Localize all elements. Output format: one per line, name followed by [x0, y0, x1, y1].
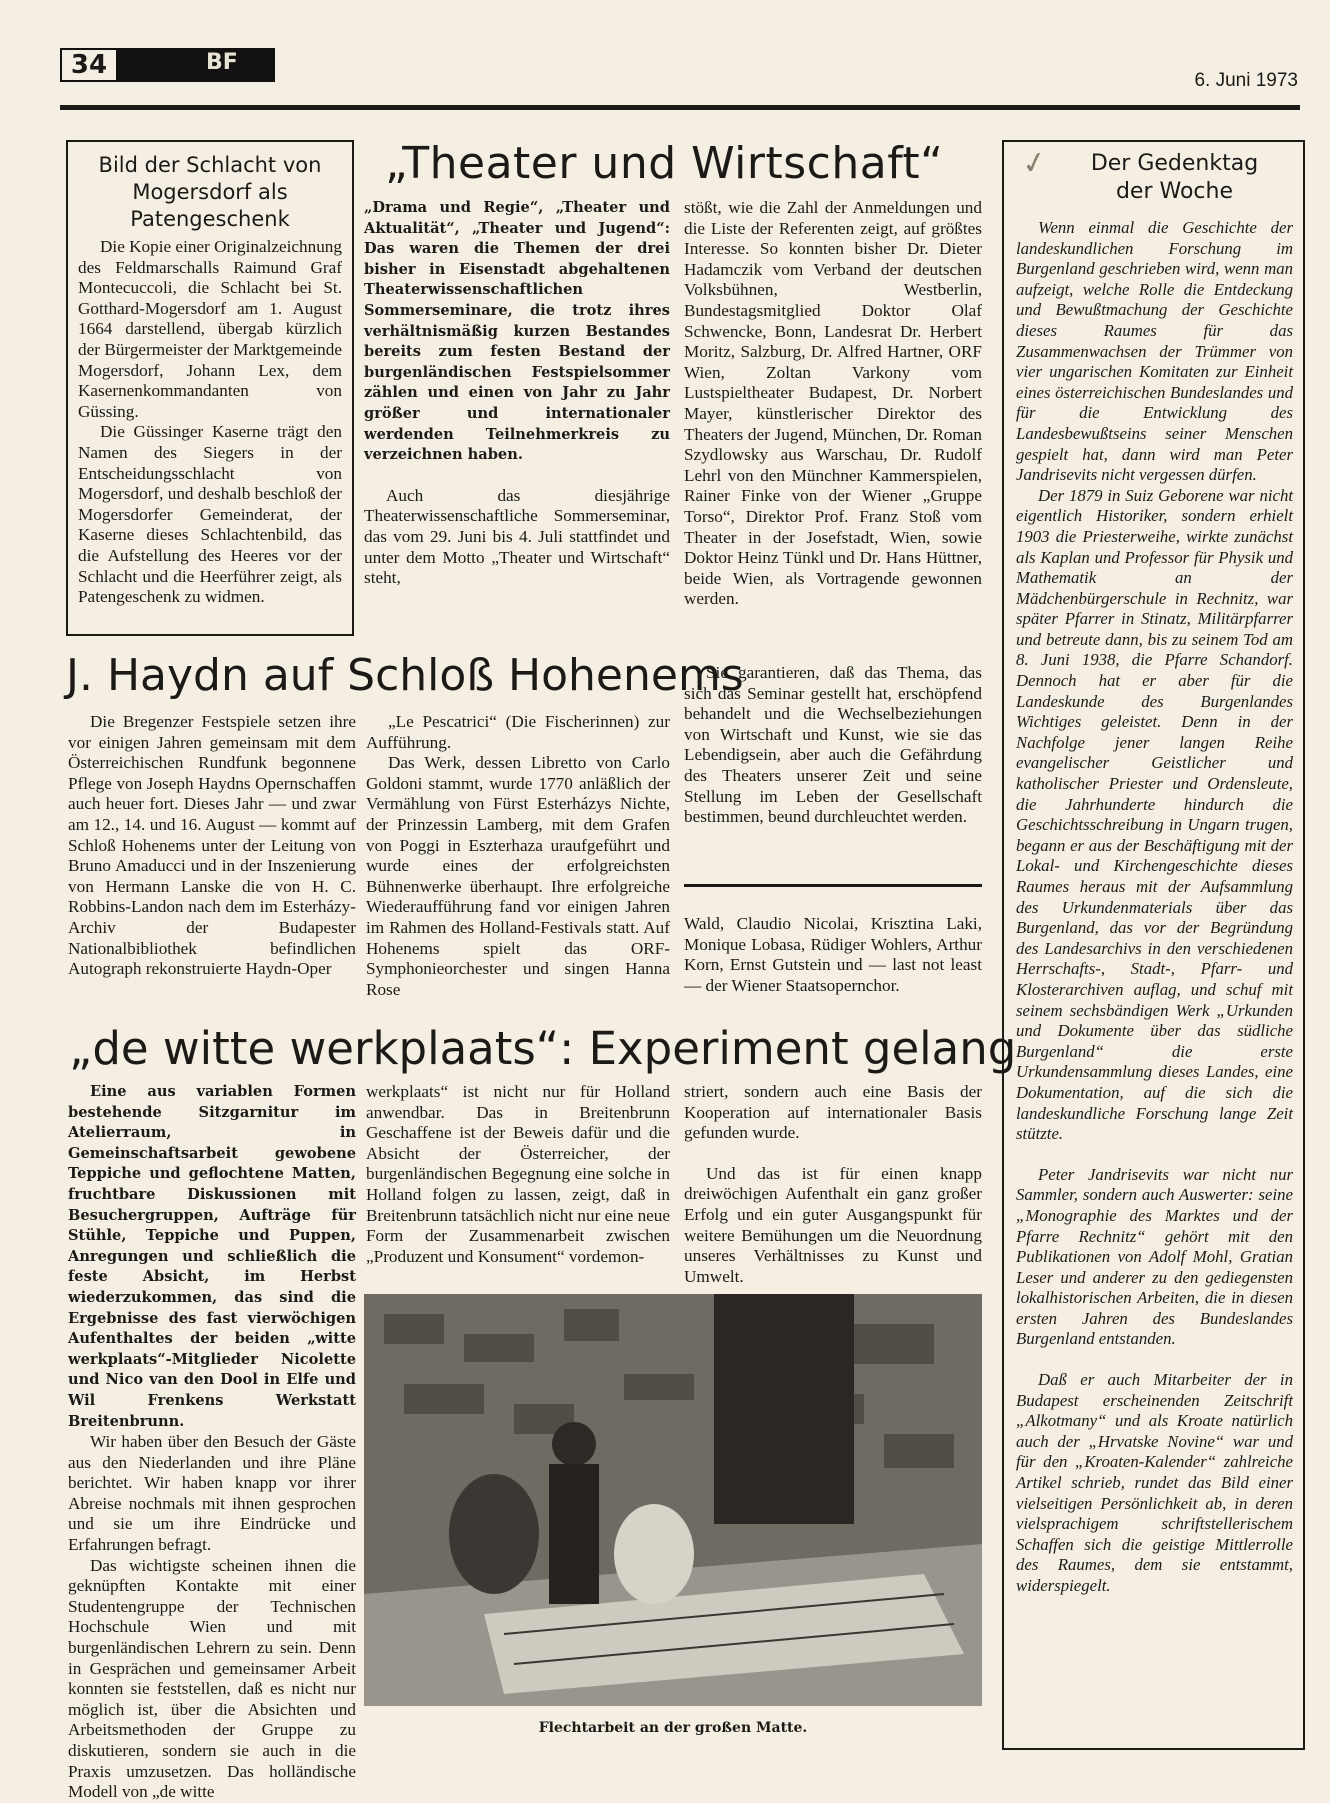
article-schlacht — [66, 140, 354, 636]
title-line: der Woche — [1115, 179, 1234, 204]
haydn-column-2 — [366, 712, 670, 1000]
news-photo — [364, 1294, 982, 1706]
paragraph: Sie garantieren, daß das Thema, das sich das Seminar gestellt hat, erschöpfend behandelt und die Wechselbeziehungen von Wirtschaft und Kunst, wie sie das Lebendigsein, aber auch die Gefährdung des Theaters unserer Zeit und seine Stellung im Leben der Gesellschaft bestimmen, beund durchleuchtet werden. — [684, 663, 982, 827]
page-header-box — [60, 48, 275, 82]
paragraph: werkplaats“ ist nicht nur für Holland anwendbar. Das in Breitenbrunn Geschaffene ist der Beweis dafür und die Absicht der Österreicher, der burgenländischen Begegnung eine solche in Holland folgen zu lassen, zeigt, daß in Breitenbrunn tatsächlich nicht nur eine neue Form der Zusammenarbeit zwischen „Produzent und Konsument“ vordemon- — [366, 1082, 671, 1266]
theater-column-2 — [684, 198, 982, 610]
checkmark-annotation-icon: ✓ — [1018, 143, 1051, 184]
theater-column-1 — [364, 198, 670, 589]
paragraph: Auch das diesjährige Theaterwissenschaftliche Sommerseminar, das vom 29. Juni bis 4. Juli stattfindet und unter dem Motto „Theater und Wirtschaft“ steht, — [364, 485, 670, 588]
werkplaats-column-3 — [684, 1082, 982, 1287]
article-gedenktag — [1002, 140, 1305, 1750]
theater-column-3 — [684, 663, 982, 828]
haydn-column-3 — [684, 914, 982, 996]
lead-paragraph: „Drama und Regie“, „Theater und Aktualität“, „Theater und Jugend“: Das waren die Themen der drei bisher in Eisenstadt abgehaltenen Theaterwissenschaftlichen Sommerseminare, die trotz ihres verhältnismäßig kurzen Bestandes bereits zum festen Bestand der burgenländischen Festspielsommer zählen und einen von Jahr zu Jahr größer und internationaler werdenden Teilnehmerkreis zu verzeichnen haben. — [364, 199, 670, 464]
paragraph: striert, sondern auch eine Basis der Kooperation auf internationaler Basis gefunden wurde. — [684, 1082, 982, 1143]
paragraph: Und das ist für einen knapp dreiwöchigen Aufenthalt ein ganz großer Erfolg und ein guter Ausgangspunkt für weitere Bemühungen um die Neuordnung unseres Verhältnisses zu Kunst und Umwelt. — [684, 1163, 982, 1286]
column-divider — [684, 884, 982, 887]
paragraph: Die Kopie einer Originalzeichnung des Feldmarschalls Raimund Graf Montecuccoli, die Schlacht bei St. Gotthard-Mogersdorf am 1. August 1664 darstellend, übergab kürzlich der Bürgermeister der Marktgemeinde Mogersdorf, Johann Lex, dem Kasernenkommandanten von Güssing. — [78, 237, 342, 421]
paragraph: Das Werk, dessen Libretto von Carlo Goldoni stammt, wurde 1770 anläßlich der Vermählung von Fürst Esterházys Nichte, der Prinzessin Lamberg, mit dem Grafen von Poggi in Eszterhaza uraufgeführt und wurde eines der erfolgreichsten Bühnenwerke überhaupt. Ihre erfolgreiche Wiederaufführung fand vor einigen Jahren im Rahmen des Holland-Festivals statt. Auf Hohenems spielt das ORF-Symphonieorchester und singen Hanna Rose — [366, 753, 670, 999]
paragraph: Die Bregenzer Festspiele setzen ihre vor einigen Jahren gemeinsam mit dem Österreichischen Rundfunk begonnene Pflege von Joseph Haydns Opernschaffen auch heuer fort. Dieses Jahr — und zwar am 12., 14. und 16. August — kommt auf Schloß Hohenems unter der Leitung von Bruno Amaducci und in der Inszenierung von Hermann Lanske die von H. C. Robbins-Landon nach dem im Esterházy-Archiv der Budapester Nationalbibliothek befindlichen Autograph rekonstruierte Haydn-Oper — [68, 712, 356, 979]
paragraph: Wald, Claudio Nicolai, Krisztina Laki, Monique Lobasa, Rüdiger Wohlers, Arthur Korn, Ernst Gutstein und — last not least — der Wiener Staatsopernchor. — [684, 914, 982, 995]
paragraph: Die Güssinger Kaserne trägt den Namen des Siegers in der Entscheidungsschlacht von Mogersdorf, und deshalb beschloß der Mogersdorfer Gemeinderat, der Kaserne dieses Schlachtenbild, das die Aufstellung des Heeres vor der Schlacht und die Heerführer zeigt, als Patengeschenk zu widmen. — [78, 422, 342, 607]
weaving-photo-illustration — [364, 1294, 982, 1706]
title-line: Der Gedenktag — [1090, 151, 1259, 176]
paragraph: Peter Jandrisevits war nicht nur Sammler, sondern auch Auswerter: seine „Monographie des Marktes und der Pfarre Rechnitz“ gehört mit den Publikationen von Adolf Mohl, Gratian Leser und anderer zu den gediegensten lokalhistorischen Arbeiten, die in diesen ersten Jahren des Bundeslandes Burgenland entstanden. — [1016, 1164, 1293, 1349]
photo-caption: Flechtarbeit an der großen Matte. — [538, 1720, 808, 1736]
issue-date: 6. Juni 1973 — [1194, 70, 1298, 91]
paragraph: Daß er auch Mitarbeiter der in Budapest erscheinenden Zeitschrift „Alkotmany“ und als Kroate natürlich auch der „Hrvatske Novine“ war und für den „Kroaten-Kalender“ zahlreiche Artikel schrieb, rundet das Bild einer vielseitigen Persönlichkeit ab, in deren vielsprachigem schriftstellerischem Schaffen sich die geistige Mittlerrolle des Raumes, dem sie entstammt, widerspiegelt. — [1016, 1370, 1293, 1595]
section-label: BF — [206, 50, 238, 75]
paragraph: Wenn einmal die Geschichte der landeskundlichen Forschung im Burgenland geschrieben wird, wenn man aufzeigt, welche Rolle die Entdeckung und Bewußtmachung der Geschichte dieses Raumes für das Zusammenwachsen der Trümmer von vier ungarischen Komitaten zur Einheit eines österreichischen Bundeslandes und für die Entwicklung des Landesbewußtseins seiner Menschen gespielt hat, dann wird man Peter Jandrisevits nicht vergessen dürfen. — [1016, 218, 1293, 485]
paragraph: Das wichtigste scheinen ihnen die geknüpften Kontakte mit einer Studentengruppe der Technischen Hochschule Wien und mit burgenländischen Lehrern zu sein. Denn in Gesprächen und gemeinsamer Arbeit konnten sie feststellen, daß es nicht nur möglich ist, über die Absichten und Arbeitsmethoden der Gruppe zu diskutieren, sondern sie auch in die Praxis umzusetzen. Das holländische Modell von „de witte — [68, 1555, 356, 1802]
haydn-column-1 — [68, 712, 356, 980]
werkplaats-column-2 — [366, 1082, 670, 1267]
article-title: „Theater und Wirtschaft“ — [385, 138, 944, 189]
article-title: J. Haydn auf Schloß Hohenems — [66, 650, 744, 701]
paragraph: „Le Pescatrici“ (Die Fischerinnen) zur Aufführung. — [366, 712, 670, 752]
page-number: 34 — [60, 48, 118, 82]
werkplaats-column-1 — [68, 1082, 356, 1803]
lead-paragraph: Eine aus variablen Formen bestehende Sitzgarnitur im Atelierraum, in Gemeinschaftsarbeit gewobene Teppiche und geflochtene Matten, fruchtbare Diskussionen mit Besuchergruppen, Aufträge für Stühle, Teppiche und Puppen, Anregungen und schließlich die feste Absicht, im Herbst wiederzukommen, das sind die Ergebnisse des fast vierwöchigen Aufenthaltes der beiden „witte werkplaats“-Mitglieder Nicolette und Nico van den Dool in Elfe und Wil Frenkens Werkstatt Breitenbrunn. — [68, 1083, 356, 1430]
article-title: Bild der Schlacht von Mogersdorf als Patengeschenk — [98, 153, 322, 231]
paragraph: stößt, wie die Zahl der Anmeldungen und die Liste der Referenten zeigt, auf größtes Interesse. So konnten bisher Dr. Dieter Hadamczik vom Verband der deutschen Volksbühnen, Westberlin, Bundestagsmitglied Doktor Olaf Schwencke, Bonn, Landesrat Dr. Herbert Moritz, Salzburg, Dr. Alfred Hartner, ORF Wien, Zoltan Varkony vom Lustspieltheater Budapest, Dr. Norbert Mayer, künstlerischer Direktor des Theaters der Jugend, München, Dr. Roman Szydlowsky aus Warschau, Dr. Rudolf Lehrl von den Münchner Kammerspielen, Rainer Finke von der Wiener „Gruppe Torso“, Direktor Prof. Franz Stoß vom Theater in der Josefstadt, Wien, sowie Doktor Heinz Tünkl und Dr. Hans Hüttner, beide Wien, als Vortragende gewonnen werden. — [684, 198, 982, 609]
article-title: „de witte werkplaats“: Experiment gelang — [69, 1022, 1017, 1075]
paragraph: Wir haben über den Besuch der Gäste aus den Niederlanden und ihre Pläne berichtet. Wir haben knapp vor ihrer Abreise nochmals mit ihnen gesprochen und sie um ihre Eindrücke und Erfahrungen befragt. — [68, 1432, 356, 1555]
paragraph: Der 1879 in Suiz Geborene war nicht eigentlich Historiker, sondern erhielt 1903 die Priesterweihe, wirkte zunächst als Kaplan und Professor für Physik und Mathematik an der Mädchenbürgerschule in Rechnitz, war später Pfarrer in Stinatz, Militärpfarrer und betreute dann, bis zu seinem Tod am 8. Juni 1938, die Pfarre Schandorf. Dennoch hat er aber für die Landeskunde des Burgenlandes Wichtiges geleistet. Denn in der Nachfolge jener langen Reihe evangelischer Geistlicher und katholischer Priester und Ordensleute, die Jahrhunderte hindurch die Geschichtsschreibung in Ungarn trugen, begann er aus der Beschäftigung mit der Lokal- und Kirchengeschichte dieses Raumes heraus mit der Aufsammlung des Urkundenmaterials über das Burgenland, das vor der Begründung des Landesarchivs in den verschiedenen Herrschafts-, Stadt-, Pfarr- und Klosterarchiven auflag, und schuf mit seinem sechsbändigen Werk „Urkunden und Dokumente über das südliche Burgenland“ die erste Urkundensammlung dieses Landes, eine Dokumentation, auf die sich die landeskundliche Forschung lange Zeit stützte. — [1016, 485, 1293, 1144]
header-rule — [60, 105, 1300, 110]
article-title — [1016, 150, 1293, 206]
